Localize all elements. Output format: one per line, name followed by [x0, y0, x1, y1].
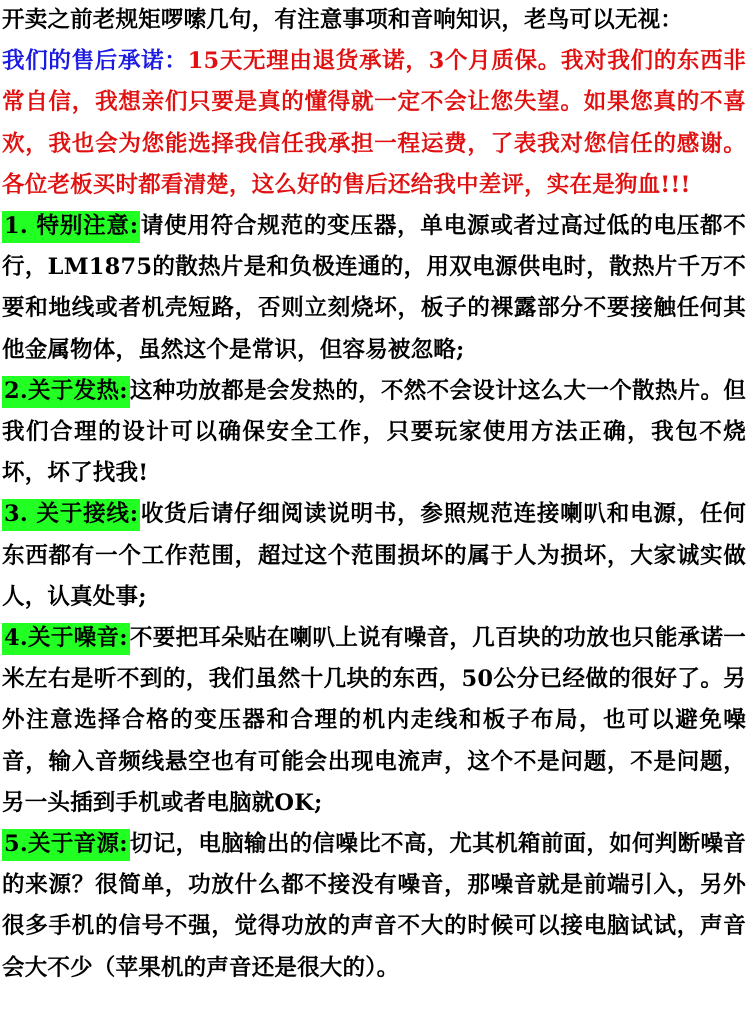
promise-lead: 我们的售后承诺：: [2, 48, 188, 75]
section-text: 切记，电脑输出的信噪比不高，尤其机箱前面，如何判断噪音的来源？很简单，功放什么都不接没有噪音，那噪音就是前端引入，另外很多手机的信号不强，觉得功放的声音不大的时候可以接电脑试试，声音会大不少（苹果机的声音还是很大的）。: [2, 831, 746, 981]
intro-headline: [2, 0, 746, 41]
section-label: 2.关于发热:: [2, 376, 130, 408]
section-text: 这种功放都是会发热的，不然不会设计这么大一个散热片。但我们合理的设计可以确保安全工作，只要玩家使用方法正确，我包不烧坏，坏了找我!: [2, 377, 746, 487]
section-label: 3. 关于接线:: [2, 499, 140, 531]
section-label: 1. 特别注意:: [2, 211, 140, 243]
section-noise: [2, 618, 746, 824]
section-label: 4.关于噪音:: [2, 623, 130, 655]
after-sales-promise: [2, 41, 746, 206]
section-special-notice: [2, 206, 746, 371]
section-label: 5.关于音源:: [2, 829, 130, 861]
section-text: 不要把耳朵贴在喇叭上说有噪音，几百块的功放也只能承诺一米左右是听不到的，我们虽然十几块的东西，50公分已经做的很好了。另外注意选择合格的变压器和合理的机内走线和板子布局，也可以避免噪音，输入音频线悬空也有可能会出现电流声，这个不是问题，不是问题，另一头插到手机或者电脑就OK;: [2, 625, 746, 816]
section-text: 收货后请仔细阅读说明书，参照规范连接喇叭和电源，任何东西都有一个工作范围，超过这个范围损坏的属于人为损坏，大家诚实做人，认真处事;: [2, 501, 747, 610]
section-text: 请使用符合规范的变压器，单电源或者过高过低的电压都不行，LM1875的散热片是和负极连通的，用双电源供电时，散热片千万不要和地线或者机壳短路，否则立刻烧坏，板子的裸露部分不要接触任何其他金属物体，虽然这个是常识，但容易被忽略;: [2, 213, 747, 363]
section-heat: [2, 371, 746, 495]
section-wiring: [2, 494, 746, 618]
promise-text: 15天无理由退货承诺，3个月质保。我对我们的东西非常自信，我想亲们只要是真的懂得就一定不会让您失望。如果您真的不喜欢，我也会为您能选择我信任我承担一程运费，了表我对您信任的感谢。各位老板买时都看清楚，这么好的售后还给我中差评，实在是狗血!!!: [2, 48, 747, 198]
section-audio-source: [2, 824, 746, 989]
intro-headline-text: 开卖之前老规矩啰嗦几句，有注意事项和音响知识，老鸟可以无视：: [2, 7, 684, 33]
